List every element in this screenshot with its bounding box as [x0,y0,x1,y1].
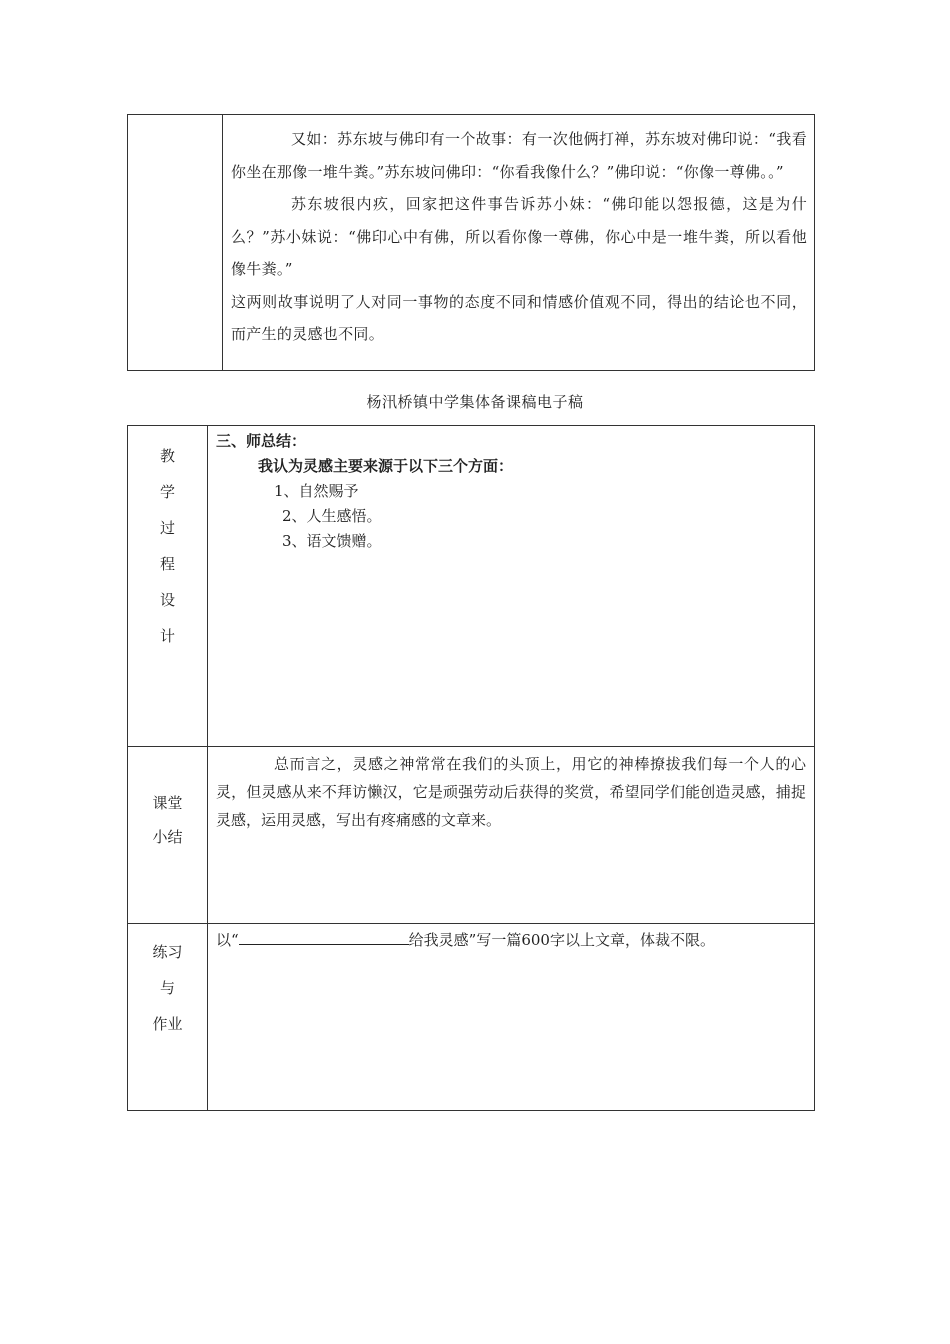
list-item: 3、语文馈赠。 [282,532,382,550]
label-line: 小结 [152,828,183,846]
label-line: 与 [159,979,175,997]
homework-label [128,934,207,1042]
list-item: 2、人生感悟。 [282,507,382,525]
label-char: 程 [159,555,175,573]
list-item: 1、自然赐予 [274,482,359,500]
column-divider [222,115,223,370]
story-paragraph: 又如：苏东坡与佛印有一个故事：有一次他俩打禅，苏东坡对佛印说：“我看你坐在那像一堆牛粪。”苏东坡问佛印：“你看我像什么？”佛印说：“你像一尊佛。。” [231,130,807,181]
label-char: 教 [159,447,175,465]
column-divider [207,426,208,1110]
homework-suffix: 给我灵感”写一篇600字以上文章，体裁不限。 [408,931,715,949]
homework-content [216,928,806,952]
lesson-plan-table [127,425,815,1111]
label-line: 作业 [152,1015,183,1033]
summary-paragraph: 总而言之，灵感之神常常在我们的头顶上，用它的神棒撩拔我们每一个人的心灵，但灵感从来不拜访懒汉，它是顽强劳动后获得的奖赏，希望同学们能创造灵感，捕捉灵感，运用灵感，写出有疼痛感的文章来。 [216,755,806,829]
row-divider [128,746,814,747]
class-summary-label [128,786,207,854]
row-divider [128,923,814,924]
label-char: 学 [159,483,175,501]
process-design-label [128,438,207,654]
continuation-table [127,114,815,371]
section-heading: 三、师总结： [216,432,307,450]
label-char: 计 [159,627,175,645]
page-title: 杨汛桥镇中学集体备课稿电子稿 [366,393,584,411]
fill-in-blank [239,930,409,945]
section-subheading: 我认为灵感主要来源于以下三个方面： [258,457,514,475]
story-content [231,123,807,351]
label-line: 课堂 [152,794,183,812]
label-char: 设 [159,591,175,609]
label-line: 练习 [152,943,183,961]
story-conclusion: 这两则故事说明了人对同一事物的态度不同和情感价值观不同，得出的结论也不同，而产生的灵感也不同。 [231,292,807,343]
class-summary-content [216,750,806,834]
label-char: 过 [159,519,175,537]
homework-prefix: 以“ [216,931,239,949]
process-design-content [216,429,806,554]
story-paragraph: 苏东坡很内疚，回家把这件事告诉苏小妹：“佛印能以怨报德，这是为什么？”苏小妹说：“佛印心中有佛，所以看你像一尊佛，你心中是一堆牛粪，所以看他像牛粪。” [231,195,807,278]
